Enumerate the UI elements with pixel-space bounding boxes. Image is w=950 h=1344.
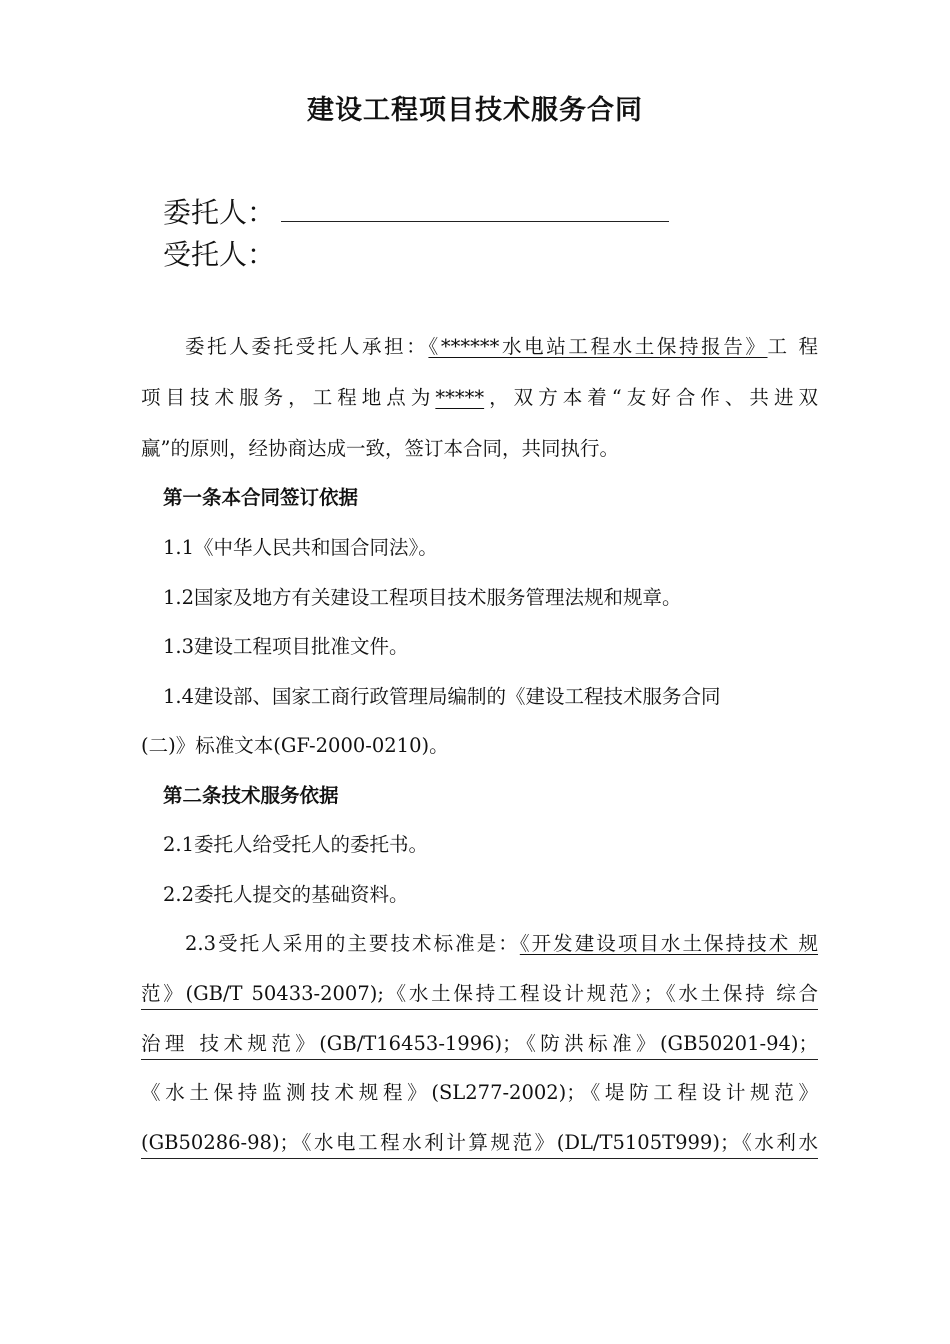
client-party-line [163, 193, 669, 233]
contractor-label: 受托人： [163, 238, 276, 271]
intro-line-3: 赢”的原则，经协商达成一致，签订本合同，共同执行。 [141, 437, 619, 460]
project-location: ***** [435, 386, 485, 409]
article1-item-1: 1.1《中华人民共和国合同法》。 [163, 536, 438, 559]
contractor-party-line [163, 235, 275, 275]
article2-item-3: 2.3受托人采用的主要技术标准是：《开发建设项目水土保持技术 规 [185, 932, 819, 955]
article2-heading: 第二条技术服务依据 [163, 784, 339, 807]
article1-item-2: 1.2国家及地方有关建设工程项目技术服务管理法规和规章。 [163, 586, 682, 609]
client-name-blank [281, 195, 669, 222]
article2-item-1: 2.1委托人给受托人的委托书。 [163, 833, 429, 856]
intro-line-2: 项目技术服务，工程地点为*****，双方本着“友好合作、共进双 [141, 386, 818, 409]
client-label: 委托人： [163, 196, 276, 229]
standards-list-start: 《开发建设项目水土保持技术 规 [519, 932, 819, 955]
standards-line-1: 范》(GB/T 50433-2007);《水土保持工程设计规范》；《水土保持 综合 [141, 979, 818, 1010]
article2-item-2: 2.2委托人提交的基础资料。 [163, 883, 409, 906]
article1-heading: 第一条本合同签订依据 [163, 486, 359, 509]
page-title: 建设工程项目技术服务合同 [307, 95, 643, 126]
article1-item-4: 1.4建设部、国家工商行政管理局编制的《建设工程技术服务合同 [163, 685, 721, 708]
intro-line-1: 委托人委托受托人承担：《******水电站工程水土保持报告》工 程 [185, 335, 818, 358]
article1-item-3: 1.3建设工程项目批准文件。 [163, 635, 409, 658]
project-name: 《******水电站工程水土保持报告》 [428, 335, 768, 358]
standards-line-3: 《水土保持监测技术规程》(SL277-2002)；《堤防工程设计规范》 [141, 1081, 818, 1104]
standards-line-4: (GB50286-98)；《水电工程水利计算规范》(DL/T5105T999)；《水利水 [141, 1128, 818, 1159]
article1-item-4-cont: (二)》标准文本(GF-2000-0210)。 [141, 734, 449, 757]
standards-line-2: 治理 技术规范》(GB/T16453-1996)；《防洪标准》(GB50201-94)； [141, 1029, 818, 1060]
